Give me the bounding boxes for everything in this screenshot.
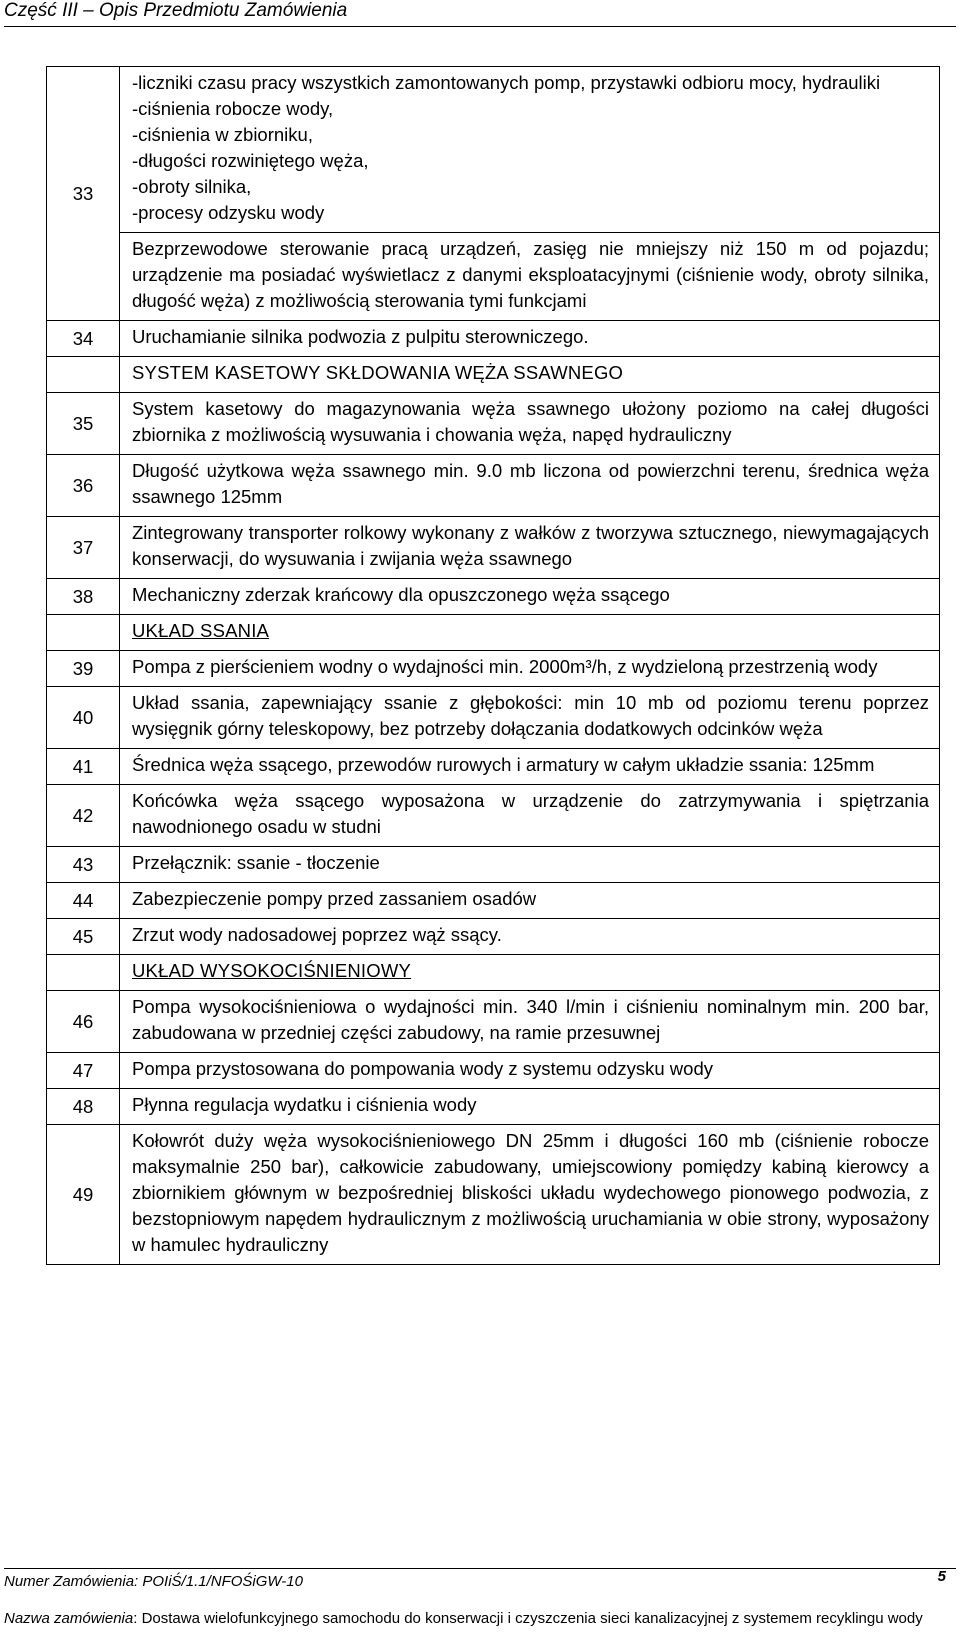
row-number: 42 [47, 785, 120, 847]
row-text: Płynna regulacja wydatku i ciśnienia wody [120, 1089, 940, 1125]
specification-table [46, 66, 940, 1265]
table-row [47, 991, 940, 1053]
row-text: Pompa przystosowana do pompowania wody z systemu odzysku wody [120, 1053, 940, 1089]
row-number [47, 615, 120, 651]
section-heading: UKŁAD SSANIA [120, 615, 940, 651]
footer-order-name [4, 1610, 944, 1627]
row-number: 47 [47, 1053, 120, 1089]
footer-order-name-label: Nazwa zamówienia [4, 1610, 134, 1627]
list-item: -obroty silnika, [132, 176, 252, 197]
table-row [47, 357, 940, 393]
table-row [47, 615, 940, 651]
row-number [47, 955, 120, 991]
footer-order-number: Numer Zamówienia: POIiŚ/1.1/NFOŚiGW-10 [4, 1568, 956, 1590]
row-text: Układ ssania, zapewniający ssanie z głębokości: min 10 mb od poziomu terenu poprzez wysięgnik górny teleskopowy, bez potrzeby dołączania dodatkowych odcinków węża [120, 687, 940, 749]
table-row [47, 321, 940, 357]
table-row [47, 687, 940, 749]
table-row [47, 847, 940, 883]
page-number: 5 [937, 1568, 946, 1585]
section-heading: UKŁAD WYSOKOCIŚNIENIOWY [120, 955, 940, 991]
list-item: -długości rozwiniętego węża, [132, 150, 369, 171]
row-text: Zrzut wody nadosadowej poprzez wąż ssący. [120, 919, 940, 955]
row-number: 43 [47, 847, 120, 883]
row-number: 45 [47, 919, 120, 955]
row-text: Przełącznik: ssanie - tłoczenie [120, 847, 940, 883]
list-item: -ciśnienia robocze wody, [132, 98, 334, 119]
table-row [47, 233, 940, 321]
row-text: Kołowrót duży węża wysokociśnieniowego DN 25mm i długości 160 mb (ciśnienie robocze maksymalnie 250 bar), całkowicie zabudowany, umiejscowiony pomiędzy kabiną kierowcy a zbiornikiem głównym w bezpośredniej bliskości układu wydechowego pionowego podwozia, z bezstopniowym napędem hydraulicznym z możliwością uruchamiania w obie strony, wyposażony w hamulec hydrauliczny [120, 1125, 940, 1265]
row-text: Zabezpieczenie pompy przed zassaniem osadów [120, 883, 940, 919]
row-text: Uruchamianie silnika podwozia z pulpitu sterowniczego. [120, 321, 940, 357]
table-row [47, 1125, 940, 1265]
row-number: 41 [47, 749, 120, 785]
row-number: 40 [47, 687, 120, 749]
row-number: 49 [47, 1125, 120, 1265]
row-number: 48 [47, 1089, 120, 1125]
row-number: 33 [47, 67, 120, 321]
table-row [47, 651, 940, 687]
row-number: 46 [47, 991, 120, 1053]
row-text: Długość użytkowa węża ssawnego min. 9.0 mb liczona od powierzchni terenu, średnica węża ssawnego 125mm [120, 455, 940, 517]
row-text: Końcówka węża ssącego wyposażona w urządzenie do zatrzymywania i spiętrzania nawodnionego osadu w studni [120, 785, 940, 847]
row-number: 39 [47, 651, 120, 687]
table-row [47, 67, 940, 233]
row-text: System kasetowy do magazynowania węża ssawnego ułożony poziomo na całej długości zbiornika z możliwością wysuwania i chowania węża, napęd hydrauliczny [120, 393, 940, 455]
row-text: Mechaniczny zderzak krańcowy dla opuszczonego węża ssącego [120, 579, 940, 615]
table-row [47, 393, 940, 455]
row-number [47, 357, 120, 393]
table-row [47, 785, 940, 847]
table-row [47, 955, 940, 991]
row-text: Średnica węża ssącego, przewodów rurowych i armatury w całym układzie ssania: 125mm [120, 749, 940, 785]
row-number: 37 [47, 517, 120, 579]
page-header-title: Część III – Opis Przedmiotu Zamówienia [4, 0, 956, 27]
footer-order-name-value: : Dostawa wielofunkcyjnego samochodu do konserwacji i czyszczenia sieci kanalizacyjnej z systemem recyklingu wody [133, 1610, 923, 1627]
row-text: Pompa wysokociśnieniowa o wydajności min. 340 l/min i ciśnieniu nominalnym min. 200 bar, zabudowana w przedniej części zabudowy, na ramie przesuwnej [120, 991, 940, 1053]
list-item: -procesy odzysku wody [132, 202, 325, 223]
table-row [47, 579, 940, 615]
row-number: 35 [47, 393, 120, 455]
row-text: Bezprzewodowe sterowanie pracą urządzeń, zasięg nie mniejszy niż 150 m od pojazdu; urządzenie ma posiadać wyświetlacz z danymi eksploatacyjnymi (ciśnienie wody, obroty silnika, długość węża) z możliwością sterowania tymi funkcjami [120, 233, 940, 321]
section-heading: SYSTEM KASETOWY SKŁDOWANIA WĘŻA SSAWNEGO [120, 357, 940, 393]
row-number: 34 [47, 321, 120, 357]
list-item: -liczniki czasu pracy wszystkich zamontowanych pomp, przystawki odbioru mocy, hydrauliki [132, 72, 881, 93]
table-row [47, 919, 940, 955]
table-row [47, 1053, 940, 1089]
row-number: 36 [47, 455, 120, 517]
table-row [47, 883, 940, 919]
row-number: 38 [47, 579, 120, 615]
row-text: Pompa z pierścieniem wodny o wydajności min. 2000m³/h, z wydzieloną przestrzenią wody [120, 651, 940, 687]
table-row [47, 749, 940, 785]
row-text [120, 67, 940, 233]
row-number: 44 [47, 883, 120, 919]
list-item: -ciśnienia w zbiorniku, [132, 124, 313, 145]
row-text: Zintegrowany transporter rolkowy wykonany z wałków z tworzywa sztucznego, niewymagających konserwacji, do wysuwania i zwijania węża ssawnego [120, 517, 940, 579]
table-row [47, 1089, 940, 1125]
table-row [47, 517, 940, 579]
table-row [47, 455, 940, 517]
